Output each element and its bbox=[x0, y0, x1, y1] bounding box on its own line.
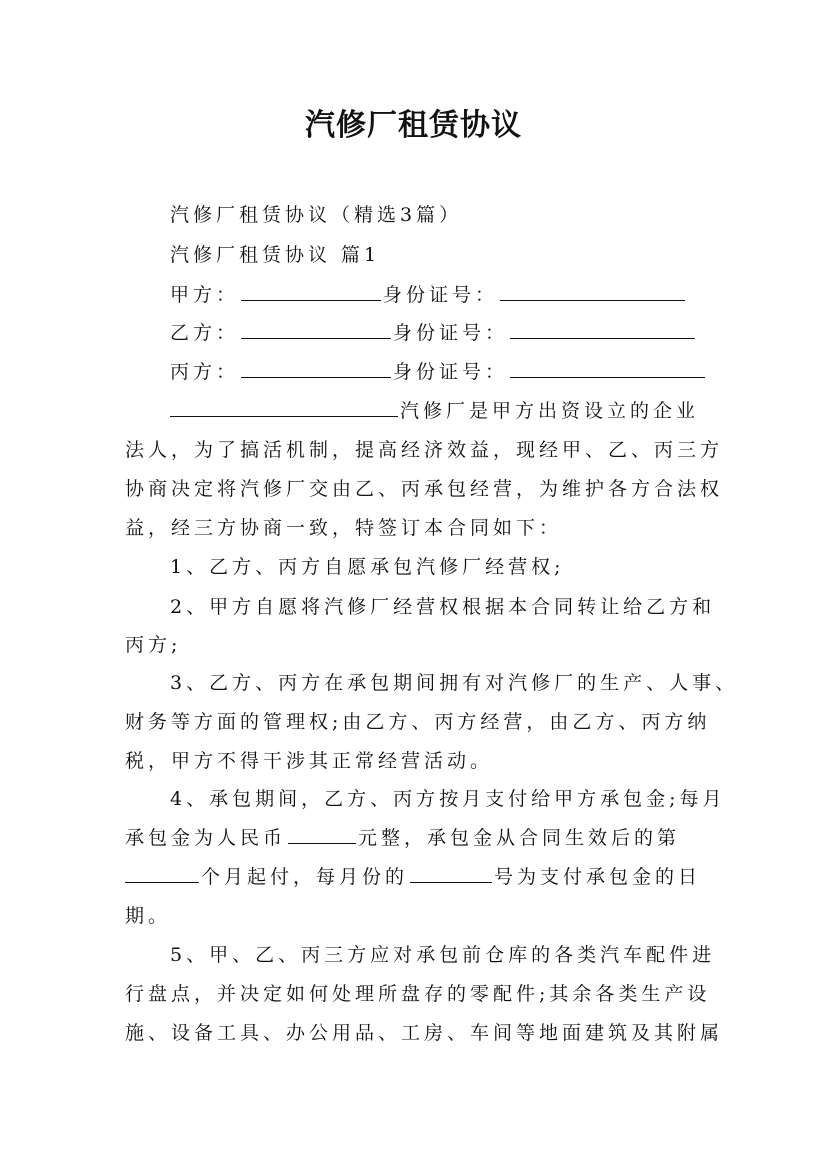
intro-text-1: 汽修厂是甲方出资设立的企业 bbox=[400, 400, 700, 422]
intro-line-4: 益，经三方协商一致，特签订本合同如下： bbox=[125, 517, 563, 539]
intro-line-3: 协商决定将汽修厂交由乙、丙承包经营，为维护各方合法权 bbox=[125, 478, 724, 500]
clause-5-line-2: 行盘点，并决定如何处理所盘存的零配件;其余各类生产设 bbox=[125, 983, 711, 1005]
party-a-id-label: 身份证号： bbox=[383, 284, 499, 306]
party-c-row bbox=[170, 357, 707, 384]
party-b-id-label: 身份证号： bbox=[393, 322, 509, 344]
intro-line-1 bbox=[170, 396, 699, 423]
clause-2-line-2: 丙方; bbox=[125, 634, 182, 656]
party-a-row bbox=[170, 280, 687, 307]
party-b-name-blank bbox=[241, 320, 391, 339]
monthly-amount-blank bbox=[288, 825, 356, 844]
clause-4-text-3b: 号为支付承包金的日 bbox=[494, 866, 702, 888]
clause-3-line-3: 税，甲方不得干涉其正常经营活动。 bbox=[125, 750, 494, 772]
party-b-label: 乙方： bbox=[170, 322, 240, 344]
party-c-name-blank bbox=[241, 359, 391, 378]
clause-5-line-1: 5、甲、乙、丙三方应对承包前仓库的各类汽车配件进 bbox=[170, 944, 716, 966]
party-b-id-blank bbox=[510, 320, 695, 339]
clause-3-line-2: 财务等方面的管理权;由乙方、丙方经营，由乙方、丙方纳 bbox=[125, 711, 711, 733]
party-c-label: 丙方： bbox=[170, 361, 240, 383]
intro-line-2: 法人，为了搞活机制，提高经济效益，现经甲、乙、丙三方 bbox=[125, 439, 724, 461]
clause-4-line-4: 期。 bbox=[125, 905, 172, 927]
payment-day-blank bbox=[410, 864, 492, 883]
party-c-id-blank bbox=[510, 359, 705, 378]
clause-4-text-2a: 承包金为人民币 bbox=[125, 827, 287, 849]
clause-4-text-3a: 个月起付，每月份的 bbox=[201, 866, 409, 888]
document-subtitle: 汽修厂租赁协议（精选3篇） bbox=[170, 204, 463, 226]
clause-2-line-1: 2、甲方自愿将汽修厂经营权根据本合同转让给乙方和 bbox=[170, 596, 716, 618]
clause-4-line-3 bbox=[125, 862, 701, 889]
company-name-blank bbox=[170, 398, 398, 417]
party-a-id-blank bbox=[500, 282, 685, 301]
party-b-row bbox=[170, 318, 697, 345]
clause-1-line-1: 1、乙方、丙方自愿承包汽修厂经营权; bbox=[170, 556, 565, 578]
clause-3-line-1: 3、乙方、丙方在承包期间拥有对汽修厂的生产、人事、 bbox=[170, 672, 739, 694]
clause-4-line-1: 4、承包期间，乙方、丙方按月支付给甲方承包金;每月 bbox=[170, 788, 726, 810]
document-title: 汽修厂租赁协议 bbox=[305, 108, 522, 143]
party-a-name-blank bbox=[241, 282, 381, 301]
party-a-label: 甲方： bbox=[170, 284, 240, 306]
section-heading: 汽修厂租赁协议 篇1 bbox=[170, 244, 381, 266]
party-c-id-label: 身份证号： bbox=[393, 361, 509, 383]
start-month-blank bbox=[125, 864, 199, 883]
clause-4-line-2 bbox=[125, 823, 680, 850]
clause-5-line-3: 施、设备工具、办公用品、工房、车间等地面建筑及其附属 bbox=[125, 1022, 724, 1044]
clause-4-text-2b: 元整，承包金从合同生效后的第 bbox=[358, 827, 681, 849]
